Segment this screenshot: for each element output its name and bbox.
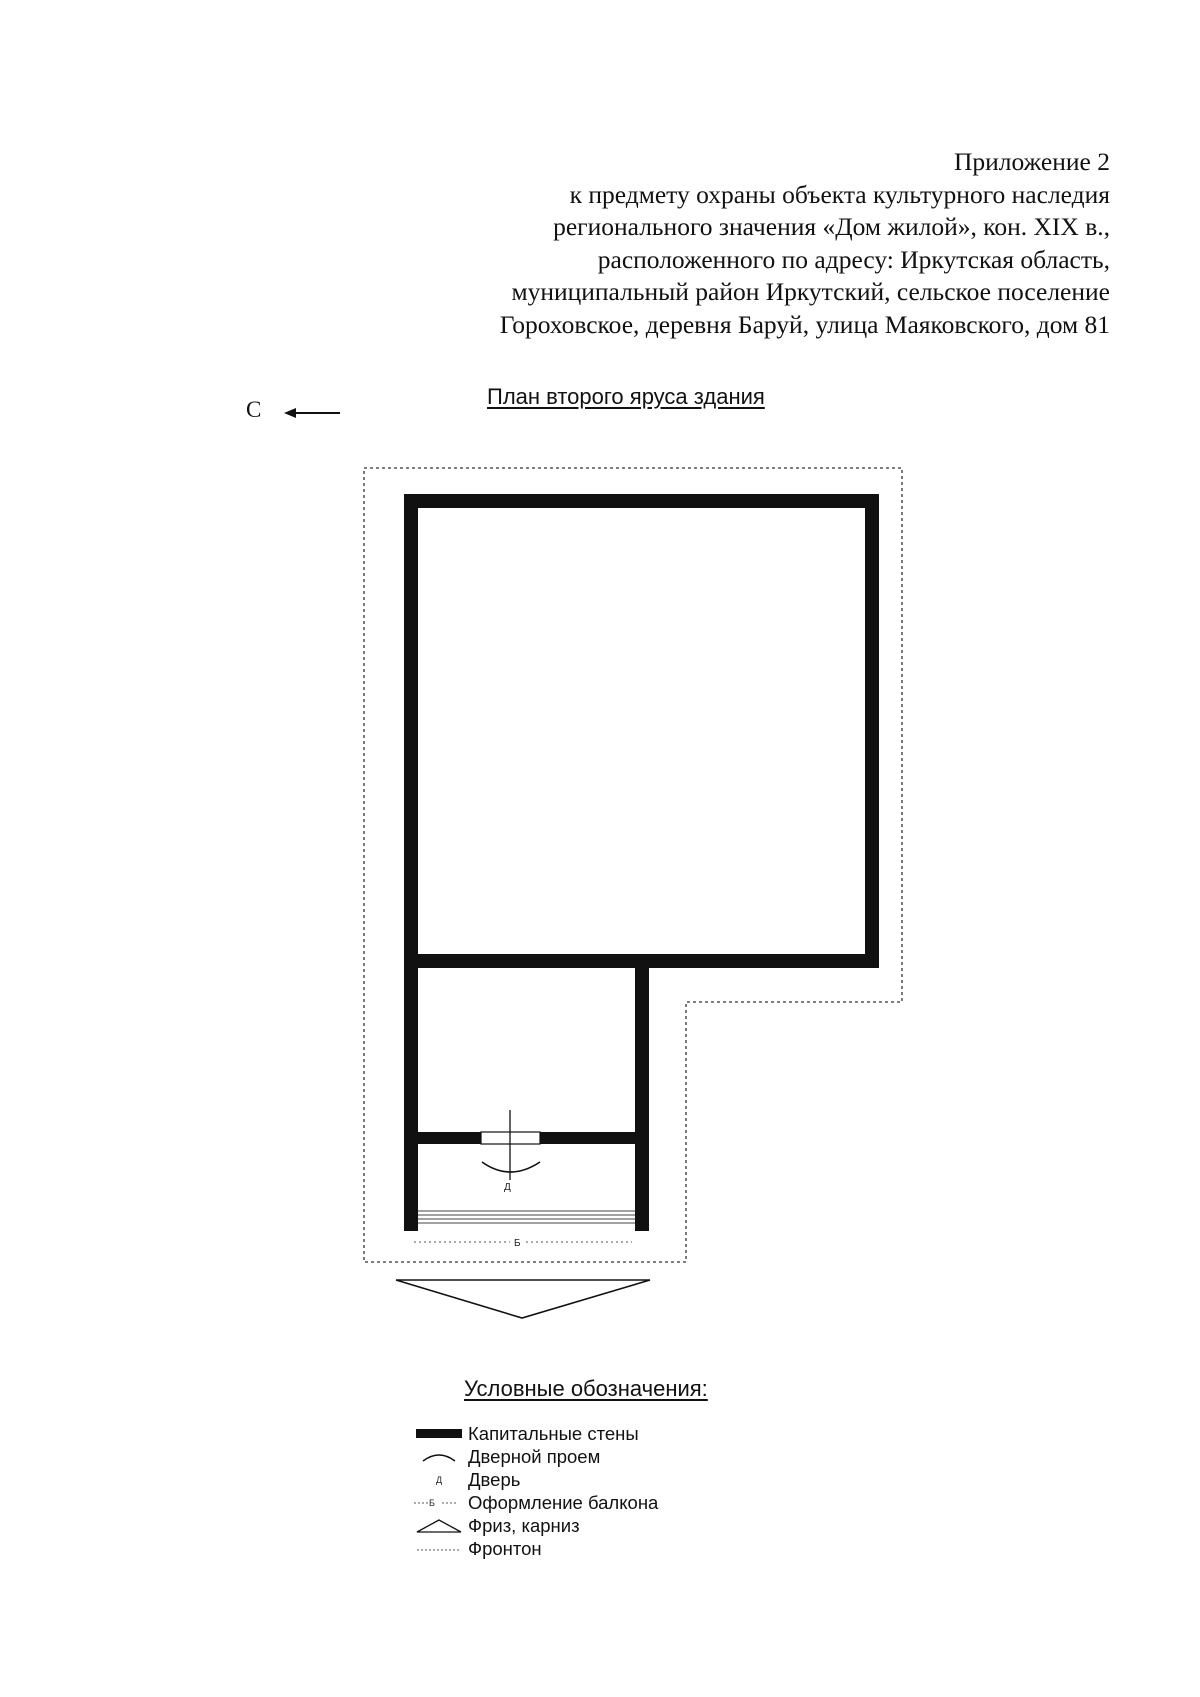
header-line-object: регионального значения «Дом жилой», кон. XIX в., bbox=[553, 212, 1110, 241]
header-line-address-region: расположенного по адресу: Иркутская область, bbox=[597, 244, 1110, 274]
balcony-dotted-icon: Б bbox=[429, 1497, 435, 1508]
door-mark: Д bbox=[504, 1182, 511, 1193]
wall-swatch-icon bbox=[410, 1424, 468, 1444]
legend-item-door: Д Дверь bbox=[410, 1468, 658, 1491]
wall-top bbox=[404, 494, 879, 508]
balcony-lines bbox=[418, 1211, 635, 1223]
header-line-subject: к предмету охраны объекта культурного наследия bbox=[569, 179, 1110, 209]
legend-item-frieze: Фриз, карниз bbox=[410, 1514, 658, 1537]
plan-title: План второго яруса здания bbox=[487, 384, 765, 409]
frieze-triangle-icon bbox=[396, 1280, 650, 1318]
legend bbox=[410, 1422, 658, 1560]
legend-title: Условные обозначения: bbox=[464, 1376, 708, 1401]
wall-lower-left bbox=[404, 1132, 481, 1144]
header-line-address-street: Гороховское, деревня Баруй, улица Маяковского, дом 81 bbox=[499, 309, 1110, 339]
north-label: С bbox=[246, 397, 262, 422]
wall-left bbox=[404, 494, 418, 1231]
legend-item-fronton: Фронтон bbox=[410, 1537, 658, 1560]
wall-right-lower bbox=[635, 954, 649, 1231]
legend-item-walls: Капитальные стены bbox=[410, 1422, 658, 1445]
door-arc-icon bbox=[410, 1447, 468, 1467]
door-swing-arc-icon bbox=[482, 1162, 540, 1172]
door-letter-icon: Д bbox=[435, 1474, 443, 1485]
wall-lower-right bbox=[540, 1132, 649, 1144]
capital-walls bbox=[404, 494, 879, 1231]
header-line-address-district: муниципальный район Иркутский, сельское поселение bbox=[511, 277, 1110, 306]
triangle-icon bbox=[410, 1516, 468, 1536]
header-line-appendix: Приложение 2 bbox=[954, 147, 1110, 176]
dotted-line-icon bbox=[410, 1539, 468, 1559]
legend-item-balcony: Б Оформление балкона bbox=[410, 1491, 658, 1514]
legend-item-door-opening: Дверной проем bbox=[410, 1445, 658, 1468]
balcony-mark: Б bbox=[514, 1238, 521, 1249]
wall-right-upper bbox=[865, 494, 879, 968]
